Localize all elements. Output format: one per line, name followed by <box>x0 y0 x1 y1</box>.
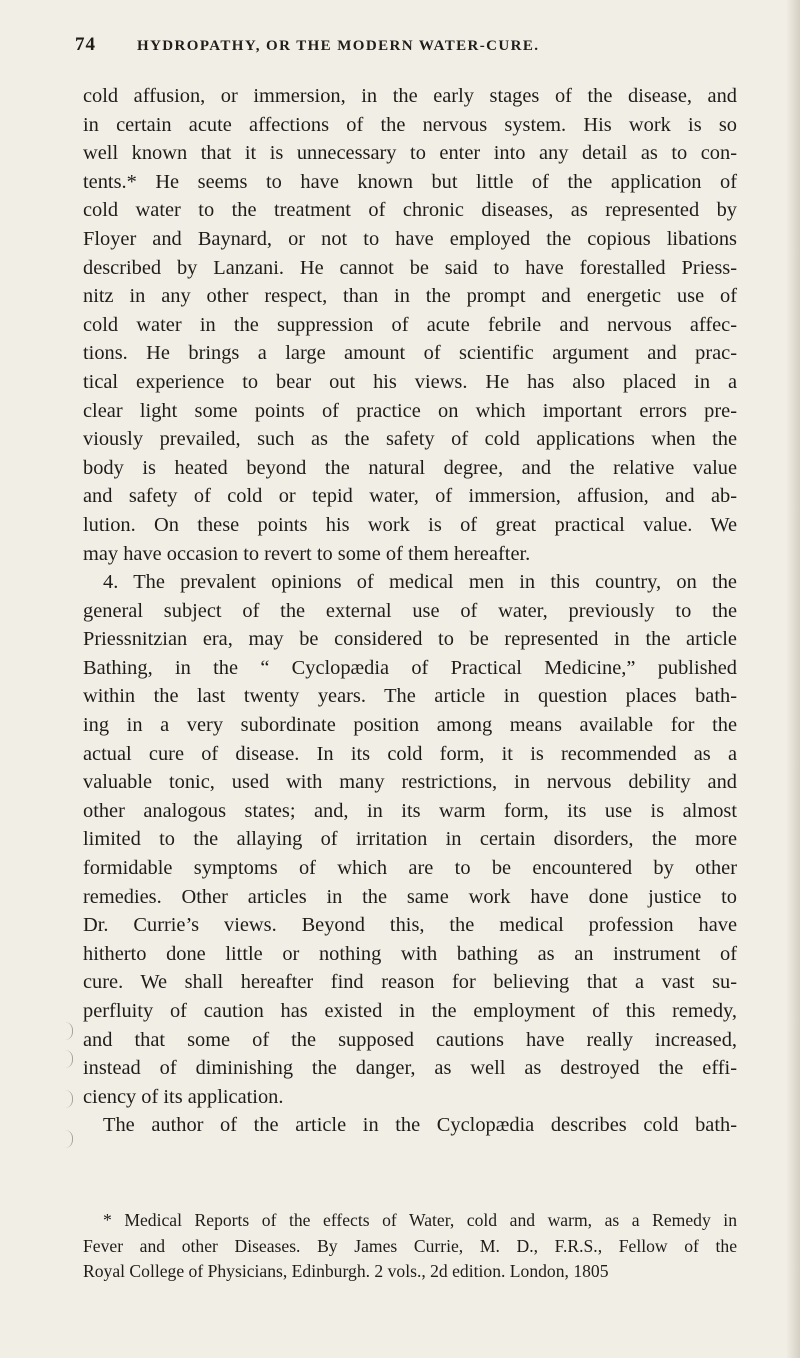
margin-bracket-mark <box>62 1090 73 1108</box>
body-line: lution. On these points his work is of great practical value. We <box>83 513 737 536</box>
body-line: limited to the allaying of irritation in certain disorders, the more <box>83 828 737 851</box>
body-line: cold affusion, or immersion, in the early stages of the disease, and <box>83 85 737 107</box>
margin-bracket-mark <box>62 1130 73 1148</box>
body-line: well known that it is unnecessary to enter into any detail as to con- <box>83 142 737 165</box>
body-line: may have occasion to revert to some of them hereafter. <box>83 542 531 565</box>
body-line: ciency of its application. <box>83 1085 284 1108</box>
body-line: actual cure of disease. In its cold form, it is recommended as a <box>83 742 737 765</box>
body-line: remedies. Other articles in the same work have done justice to <box>83 885 737 908</box>
body-line: hitherto done little or nothing with bathing as an instrument of <box>83 942 737 965</box>
body-line: Priessnitzian era, may be considered to be represented in the article <box>83 628 737 651</box>
body-line: Bathing, in the “ Cyclopædia of Practical Medicine,” published <box>83 656 737 679</box>
body-line: Dr. Currie’s views. Beyond this, the medical profession have <box>83 914 737 937</box>
body-line: instead of diminishing the danger, as well as destroyed the effi- <box>83 1057 737 1080</box>
paragraph-start-line: The author of the article in the Cyclopædia describes cold bath- <box>103 1114 737 1137</box>
body-line: described by Lanzani. He cannot be said to have forestalled Priess- <box>83 256 737 279</box>
body-line: and safety of cold or tepid water, of immersion, affusion, and ab- <box>83 485 737 508</box>
margin-bracket-mark <box>62 1022 73 1040</box>
body-line: clear light some points of practice on which important errors pre- <box>83 399 737 422</box>
body-line: nitz in any other respect, than in the prompt and energetic use of <box>83 285 737 308</box>
footnote-line: Royal College of Physicians, Edinburgh. 2 vols., 2d edition. London, 1805 <box>83 1261 609 1281</box>
page-edge-shadow <box>786 0 800 1358</box>
body-line: in certain acute affections of the nervous system. His work is so <box>83 113 737 136</box>
body-line: cold water to the treatment of chronic diseases, as represented by <box>83 199 737 222</box>
body-line: perfluity of caution has existed in the employment of this remedy, <box>83 1000 737 1022</box>
body-line: body is heated beyond the natural degree, and the relative value <box>83 456 737 479</box>
body-line: other analogous states; and, in its warm form, its use is almost <box>83 799 737 822</box>
body-line: within the last twenty years. The article in question places bath- <box>83 685 737 708</box>
body-line: tical experience to bear out his views. He has also placed in a <box>83 370 737 393</box>
body-line: tents.* He seems to have known but little of the application of <box>83 170 737 193</box>
body-text <box>83 82 737 1140</box>
margin-bracket-mark <box>62 1050 73 1068</box>
body-line: ing in a very subordinate position among means available for the <box>83 714 737 737</box>
page-number: 74 <box>75 34 96 55</box>
footnote <box>83 1208 737 1285</box>
footnote-line: * Medical Reports of the effects of Water, cold and warm, as a Remedy in <box>103 1210 737 1230</box>
body-line: and that some of the supposed cautions have really increased, <box>83 1028 737 1051</box>
body-line: cold water in the suppression of acute febrile and nervous affec- <box>83 313 737 336</box>
paragraph-start-line: 4. The prevalent opinions of medical men in this country, on the <box>103 571 737 594</box>
footnote-line: Fever and other Diseases. By James Currie, M. D., F.R.S., Fellow of the <box>83 1235 737 1256</box>
body-line: valuable tonic, used with many restrictions, in nervous debility and <box>83 771 737 794</box>
running-header <box>75 34 735 56</box>
body-line: cure. We shall hereafter find reason for believing that a vast su- <box>83 971 737 994</box>
body-line: formidable symptoms of which are to be encountered by other <box>83 857 737 880</box>
running-title: HYDROPATHY, OR THE MODERN WATER-CURE. <box>137 38 540 54</box>
body-line: Floyer and Baynard, or not to have employed the copious libations <box>83 227 737 250</box>
body-line: general subject of the external use of water, previously to the <box>83 599 737 622</box>
body-line: viously prevailed, such as the safety of cold applications when the <box>83 428 737 451</box>
body-line: tions. He brings a large amount of scientific argument and prac- <box>83 342 737 365</box>
